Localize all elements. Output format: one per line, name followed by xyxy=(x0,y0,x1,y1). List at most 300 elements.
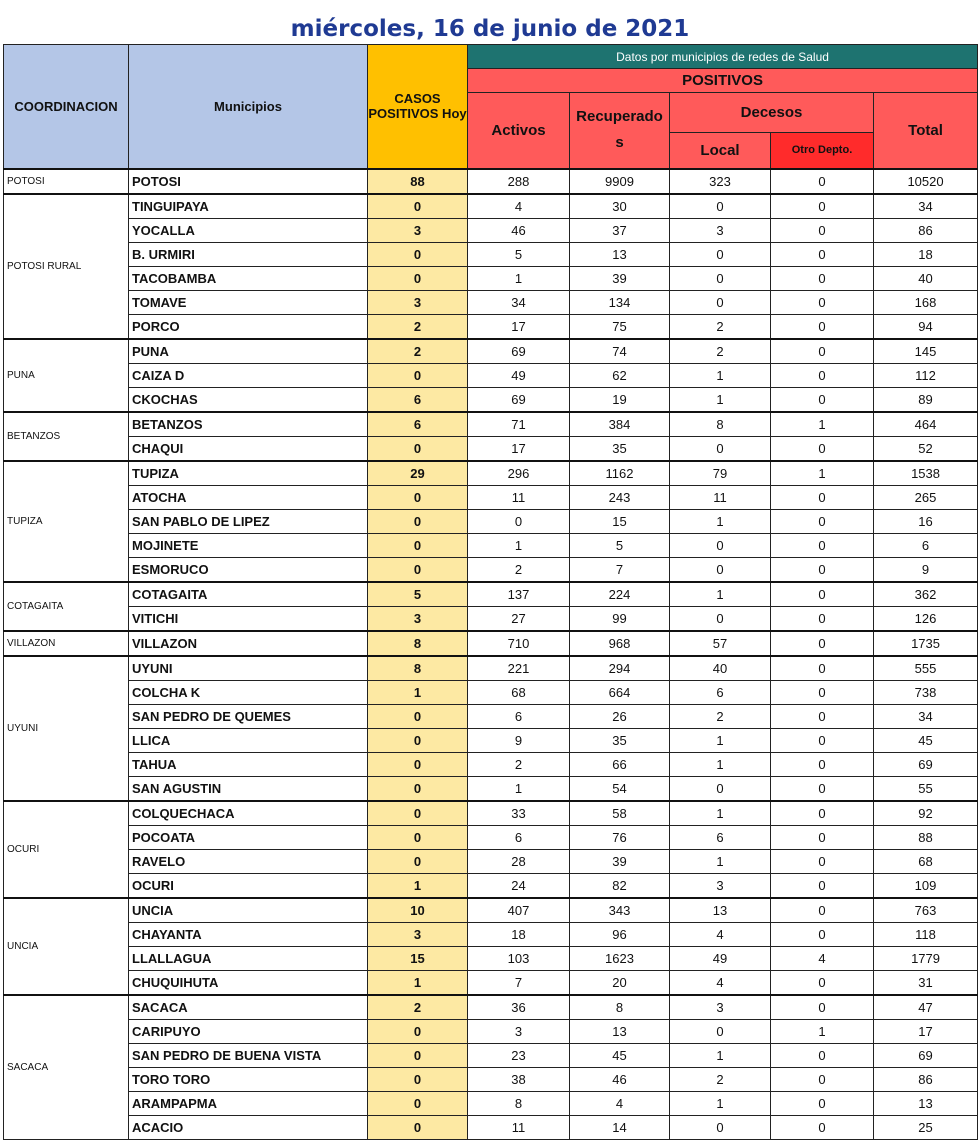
recuperados-cell: 66 xyxy=(570,752,670,776)
total-cell: 88 xyxy=(874,825,978,849)
total-cell: 555 xyxy=(874,656,978,681)
municipio-cell: RAVELO xyxy=(129,849,368,873)
decesos-otro-cell: 0 xyxy=(771,314,874,339)
table-row xyxy=(4,849,978,873)
recuperados-cell: 96 xyxy=(570,922,670,946)
header-otro-depto: Otro Depto. xyxy=(771,133,874,169)
activos-cell: 0 xyxy=(468,509,570,533)
recuperados-cell: 37 xyxy=(570,218,670,242)
decesos-otro-cell: 0 xyxy=(771,290,874,314)
recuperados-cell: 13 xyxy=(570,242,670,266)
total-cell: 118 xyxy=(874,922,978,946)
decesos-otro-cell: 0 xyxy=(771,704,874,728)
decesos-otro-cell: 0 xyxy=(771,1115,874,1139)
municipio-cell: COTAGAITA xyxy=(129,582,368,607)
casos-hoy-cell: 8 xyxy=(368,631,468,656)
header-local: Local xyxy=(670,133,771,169)
recuperados-cell: 968 xyxy=(570,631,670,656)
recuperados-cell: 243 xyxy=(570,485,670,509)
casos-hoy-cell: 0 xyxy=(368,509,468,533)
recuperados-cell: 39 xyxy=(570,266,670,290)
casos-hoy-cell: 0 xyxy=(368,1091,468,1115)
decesos-otro-cell: 4 xyxy=(771,946,874,970)
decesos-otro-cell: 0 xyxy=(771,776,874,801)
recuperados-cell: 15 xyxy=(570,509,670,533)
coordinacion-cell: OCURI xyxy=(4,801,129,898)
header-casos-positivos-hoy: CASOS POSITIVOS Hoy xyxy=(368,45,468,169)
casos-hoy-cell: 0 xyxy=(368,752,468,776)
activos-cell: 2 xyxy=(468,557,570,582)
decesos-local-cell: 1 xyxy=(670,849,771,873)
decesos-otro-cell: 0 xyxy=(771,242,874,266)
recuperados-cell: 54 xyxy=(570,776,670,801)
decesos-otro-cell: 0 xyxy=(771,849,874,873)
activos-cell: 296 xyxy=(468,461,570,486)
casos-hoy-cell: 6 xyxy=(368,412,468,437)
header-activos: Activos xyxy=(468,93,570,169)
table-row xyxy=(4,1067,978,1091)
table-row xyxy=(4,970,978,995)
table-row xyxy=(4,995,978,1020)
total-cell: 265 xyxy=(874,485,978,509)
total-cell: 45 xyxy=(874,728,978,752)
activos-cell: 2 xyxy=(468,752,570,776)
recuperados-cell: 13 xyxy=(570,1019,670,1043)
recuperados-cell: 62 xyxy=(570,363,670,387)
casos-hoy-cell: 3 xyxy=(368,218,468,242)
casos-hoy-cell: 0 xyxy=(368,1115,468,1139)
activos-cell: 1 xyxy=(468,266,570,290)
table-row xyxy=(4,290,978,314)
municipio-cell: ESMORUCO xyxy=(129,557,368,582)
activos-cell: 49 xyxy=(468,363,570,387)
coordinacion-cell: VILLAZON xyxy=(4,631,129,656)
decesos-otro-cell: 0 xyxy=(771,752,874,776)
municipio-cell: TINGUIPAYA xyxy=(129,194,368,219)
casos-hoy-cell: 0 xyxy=(368,436,468,461)
casos-hoy-cell: 88 xyxy=(368,169,468,194)
recuperados-cell: 76 xyxy=(570,825,670,849)
casos-hoy-cell: 0 xyxy=(368,194,468,219)
recuperados-cell: 35 xyxy=(570,728,670,752)
municipio-cell: TOMAVE xyxy=(129,290,368,314)
recuperados-cell: 74 xyxy=(570,339,670,364)
activos-cell: 23 xyxy=(468,1043,570,1067)
recuperados-cell: 5 xyxy=(570,533,670,557)
decesos-otro-cell: 0 xyxy=(771,680,874,704)
decesos-otro-cell: 0 xyxy=(771,873,874,898)
decesos-local-cell: 1 xyxy=(670,1043,771,1067)
header-decesos: Decesos xyxy=(670,93,874,133)
decesos-local-cell: 49 xyxy=(670,946,771,970)
activos-cell: 407 xyxy=(468,898,570,923)
coordinacion-cell: UYUNI xyxy=(4,656,129,801)
decesos-local-cell: 0 xyxy=(670,290,771,314)
casos-hoy-cell: 0 xyxy=(368,849,468,873)
table-row xyxy=(4,485,978,509)
header-recuperados: Recuperado s xyxy=(570,93,670,169)
decesos-local-cell: 0 xyxy=(670,194,771,219)
total-cell: 34 xyxy=(874,194,978,219)
total-cell: 92 xyxy=(874,801,978,826)
casos-hoy-cell: 0 xyxy=(368,801,468,826)
total-cell: 16 xyxy=(874,509,978,533)
municipio-cell: POCOATA xyxy=(129,825,368,849)
activos-cell: 9 xyxy=(468,728,570,752)
recuperados-cell: 664 xyxy=(570,680,670,704)
decesos-otro-cell: 0 xyxy=(771,1067,874,1091)
casos-hoy-cell: 29 xyxy=(368,461,468,486)
municipio-cell: COLCHA K xyxy=(129,680,368,704)
total-cell: 86 xyxy=(874,1067,978,1091)
table-row xyxy=(4,461,978,486)
recuperados-cell: 1162 xyxy=(570,461,670,486)
activos-cell: 137 xyxy=(468,582,570,607)
decesos-local-cell: 79 xyxy=(670,461,771,486)
municipio-cell: TACOBAMBA xyxy=(129,266,368,290)
table-body xyxy=(4,169,978,1140)
total-cell: 464 xyxy=(874,412,978,437)
total-cell: 94 xyxy=(874,314,978,339)
header-coordinacion: COORDINACION xyxy=(4,45,129,169)
table-row xyxy=(4,898,978,923)
activos-cell: 33 xyxy=(468,801,570,826)
municipio-cell: SAN PEDRO DE QUEMES xyxy=(129,704,368,728)
municipio-cell: ACACIO xyxy=(129,1115,368,1139)
decesos-otro-cell: 0 xyxy=(771,485,874,509)
decesos-otro-cell: 0 xyxy=(771,509,874,533)
total-cell: 89 xyxy=(874,387,978,412)
table-row xyxy=(4,801,978,826)
casos-hoy-cell: 0 xyxy=(368,1043,468,1067)
decesos-otro-cell: 0 xyxy=(771,728,874,752)
decesos-local-cell: 6 xyxy=(670,825,771,849)
activos-cell: 221 xyxy=(468,656,570,681)
decesos-local-cell: 323 xyxy=(670,169,771,194)
recuperados-cell: 39 xyxy=(570,849,670,873)
decesos-local-cell: 6 xyxy=(670,680,771,704)
activos-cell: 27 xyxy=(468,606,570,631)
activos-cell: 710 xyxy=(468,631,570,656)
header-datos-por-municipios: Datos por municipios de redes de Salud xyxy=(468,45,978,69)
total-cell: 13 xyxy=(874,1091,978,1115)
table-row xyxy=(4,363,978,387)
recuperados-cell: 46 xyxy=(570,1067,670,1091)
recuperados-cell: 45 xyxy=(570,1043,670,1067)
coordinacion-cell: BETANZOS xyxy=(4,412,129,461)
coordinacion-cell: POTOSI xyxy=(4,169,129,194)
total-cell: 763 xyxy=(874,898,978,923)
table-row xyxy=(4,1115,978,1139)
activos-cell: 288 xyxy=(468,169,570,194)
table-row xyxy=(4,436,978,461)
decesos-otro-cell: 0 xyxy=(771,801,874,826)
decesos-local-cell: 1 xyxy=(670,752,771,776)
decesos-local-cell: 3 xyxy=(670,995,771,1020)
decesos-local-cell: 0 xyxy=(670,606,771,631)
decesos-otro-cell: 0 xyxy=(771,825,874,849)
decesos-otro-cell: 0 xyxy=(771,606,874,631)
activos-cell: 7 xyxy=(468,970,570,995)
coordinacion-cell: POTOSI RURAL xyxy=(4,194,129,339)
total-cell: 34 xyxy=(874,704,978,728)
decesos-local-cell: 40 xyxy=(670,656,771,681)
total-cell: 145 xyxy=(874,339,978,364)
municipio-cell: LLICA xyxy=(129,728,368,752)
decesos-local-cell: 1 xyxy=(670,801,771,826)
coordinacion-cell: UNCIA xyxy=(4,898,129,995)
municipio-cell: CHUQUIHUTA xyxy=(129,970,368,995)
decesos-otro-cell: 0 xyxy=(771,1091,874,1115)
decesos-local-cell: 0 xyxy=(670,1115,771,1139)
table-row xyxy=(4,169,978,194)
recuperados-cell: 343 xyxy=(570,898,670,923)
recuperados-cell: 7 xyxy=(570,557,670,582)
municipio-cell: TUPIZA xyxy=(129,461,368,486)
total-cell: 126 xyxy=(874,606,978,631)
decesos-otro-cell: 0 xyxy=(771,995,874,1020)
total-cell: 17 xyxy=(874,1019,978,1043)
casos-hoy-cell: 0 xyxy=(368,1019,468,1043)
decesos-otro-cell: 0 xyxy=(771,194,874,219)
decesos-local-cell: 2 xyxy=(670,339,771,364)
casos-hoy-cell: 1 xyxy=(368,970,468,995)
casos-hoy-cell: 3 xyxy=(368,922,468,946)
activos-cell: 1 xyxy=(468,776,570,801)
municipio-cell: PUNA xyxy=(129,339,368,364)
table-row xyxy=(4,825,978,849)
casos-hoy-cell: 0 xyxy=(368,533,468,557)
table-row xyxy=(4,656,978,681)
table-row xyxy=(4,339,978,364)
decesos-otro-cell: 0 xyxy=(771,533,874,557)
decesos-local-cell: 2 xyxy=(670,314,771,339)
recuperados-cell: 224 xyxy=(570,582,670,607)
decesos-local-cell: 3 xyxy=(670,218,771,242)
municipio-cell: UYUNI xyxy=(129,656,368,681)
casos-hoy-cell: 2 xyxy=(368,995,468,1020)
table-row xyxy=(4,752,978,776)
casos-hoy-cell: 3 xyxy=(368,290,468,314)
decesos-local-cell: 4 xyxy=(670,922,771,946)
table-row xyxy=(4,533,978,557)
table-row xyxy=(4,218,978,242)
decesos-local-cell: 1 xyxy=(670,582,771,607)
casos-hoy-cell: 0 xyxy=(368,825,468,849)
casos-hoy-cell: 2 xyxy=(368,339,468,364)
municipio-cell: CHAQUI xyxy=(129,436,368,461)
decesos-local-cell: 57 xyxy=(670,631,771,656)
activos-cell: 69 xyxy=(468,387,570,412)
municipio-cell: VITICHI xyxy=(129,606,368,631)
casos-hoy-cell: 1 xyxy=(368,873,468,898)
table-row xyxy=(4,728,978,752)
activos-cell: 24 xyxy=(468,873,570,898)
activos-cell: 4 xyxy=(468,194,570,219)
decesos-local-cell: 4 xyxy=(670,970,771,995)
municipio-cell: CHAYANTA xyxy=(129,922,368,946)
decesos-local-cell: 11 xyxy=(670,485,771,509)
header-positivos: POSITIVOS xyxy=(468,69,978,93)
coordinacion-cell: TUPIZA xyxy=(4,461,129,582)
total-cell: 112 xyxy=(874,363,978,387)
total-cell: 10520 xyxy=(874,169,978,194)
covid-cases-table xyxy=(3,44,978,1140)
total-cell: 362 xyxy=(874,582,978,607)
total-cell: 52 xyxy=(874,436,978,461)
total-cell: 69 xyxy=(874,1043,978,1067)
total-cell: 6 xyxy=(874,533,978,557)
decesos-otro-cell: 0 xyxy=(771,266,874,290)
municipio-cell: MOJINETE xyxy=(129,533,368,557)
table-row xyxy=(4,412,978,437)
decesos-otro-cell: 1 xyxy=(771,461,874,486)
recuperados-cell: 19 xyxy=(570,387,670,412)
municipio-cell: TORO TORO xyxy=(129,1067,368,1091)
recuperados-cell: 9909 xyxy=(570,169,670,194)
decesos-otro-cell: 0 xyxy=(771,970,874,995)
casos-hoy-cell: 10 xyxy=(368,898,468,923)
municipio-cell: B. URMIRI xyxy=(129,242,368,266)
recuperados-cell: 4 xyxy=(570,1091,670,1115)
decesos-otro-cell: 0 xyxy=(771,218,874,242)
decesos-local-cell: 0 xyxy=(670,533,771,557)
table-row xyxy=(4,1019,978,1043)
decesos-local-cell: 8 xyxy=(670,412,771,437)
table-header xyxy=(4,45,978,169)
decesos-local-cell: 1 xyxy=(670,728,771,752)
activos-cell: 17 xyxy=(468,436,570,461)
total-cell: 40 xyxy=(874,266,978,290)
casos-hoy-cell: 6 xyxy=(368,387,468,412)
casos-hoy-cell: 0 xyxy=(368,1067,468,1091)
recuperados-cell: 8 xyxy=(570,995,670,1020)
decesos-local-cell: 1 xyxy=(670,387,771,412)
casos-hoy-cell: 0 xyxy=(368,704,468,728)
municipio-cell: CKOCHAS xyxy=(129,387,368,412)
activos-cell: 103 xyxy=(468,946,570,970)
total-cell: 109 xyxy=(874,873,978,898)
table-row xyxy=(4,873,978,898)
municipio-cell: SACACA xyxy=(129,995,368,1020)
decesos-otro-cell: 0 xyxy=(771,656,874,681)
header-total: Total xyxy=(874,93,978,169)
recuperados-cell: 384 xyxy=(570,412,670,437)
decesos-local-cell: 0 xyxy=(670,776,771,801)
report-date-title: miércoles, 16 de junio de 2021 xyxy=(290,16,690,42)
total-cell: 68 xyxy=(874,849,978,873)
coordinacion-cell: SACACA xyxy=(4,995,129,1140)
recuperados-cell: 294 xyxy=(570,656,670,681)
table-row xyxy=(4,1043,978,1067)
decesos-otro-cell: 0 xyxy=(771,436,874,461)
total-cell: 25 xyxy=(874,1115,978,1139)
recuperados-cell: 30 xyxy=(570,194,670,219)
recuperados-cell: 26 xyxy=(570,704,670,728)
table-row xyxy=(4,582,978,607)
table-row xyxy=(4,387,978,412)
activos-cell: 6 xyxy=(468,704,570,728)
activos-cell: 3 xyxy=(468,1019,570,1043)
table-row xyxy=(4,242,978,266)
decesos-otro-cell: 0 xyxy=(771,582,874,607)
casos-hoy-cell: 5 xyxy=(368,582,468,607)
coordinacion-cell: COTAGAITA xyxy=(4,582,129,631)
table-row xyxy=(4,704,978,728)
total-cell: 168 xyxy=(874,290,978,314)
total-cell: 9 xyxy=(874,557,978,582)
activos-cell: 71 xyxy=(468,412,570,437)
municipio-cell: ATOCHA xyxy=(129,485,368,509)
municipio-cell: UNCIA xyxy=(129,898,368,923)
decesos-otro-cell: 0 xyxy=(771,631,874,656)
municipio-cell: TAHUA xyxy=(129,752,368,776)
table-row xyxy=(4,606,978,631)
activos-cell: 68 xyxy=(468,680,570,704)
decesos-otro-cell: 0 xyxy=(771,339,874,364)
total-cell: 1538 xyxy=(874,461,978,486)
municipio-cell: YOCALLA xyxy=(129,218,368,242)
decesos-otro-cell: 0 xyxy=(771,557,874,582)
decesos-otro-cell: 0 xyxy=(771,169,874,194)
municipio-cell: SAN PABLO DE LIPEZ xyxy=(129,509,368,533)
table-row xyxy=(4,314,978,339)
recuperados-cell: 134 xyxy=(570,290,670,314)
decesos-otro-cell: 0 xyxy=(771,1043,874,1067)
decesos-otro-cell: 0 xyxy=(771,363,874,387)
municipio-cell: LLALLAGUA xyxy=(129,946,368,970)
activos-cell: 28 xyxy=(468,849,570,873)
casos-hoy-cell: 2 xyxy=(368,314,468,339)
decesos-otro-cell: 1 xyxy=(771,412,874,437)
total-cell: 86 xyxy=(874,218,978,242)
header-municipios: Municipios xyxy=(129,45,368,169)
recuperados-cell: 58 xyxy=(570,801,670,826)
decesos-local-cell: 1 xyxy=(670,1091,771,1115)
total-cell: 55 xyxy=(874,776,978,801)
activos-cell: 6 xyxy=(468,825,570,849)
activos-cell: 36 xyxy=(468,995,570,1020)
casos-hoy-cell: 0 xyxy=(368,242,468,266)
total-cell: 1735 xyxy=(874,631,978,656)
municipio-cell: OCURI xyxy=(129,873,368,898)
casos-hoy-cell: 0 xyxy=(368,485,468,509)
decesos-local-cell: 2 xyxy=(670,704,771,728)
casos-hoy-cell: 0 xyxy=(368,557,468,582)
municipio-cell: POTOSI xyxy=(129,169,368,194)
activos-cell: 46 xyxy=(468,218,570,242)
activos-cell: 1 xyxy=(468,533,570,557)
municipio-cell: SAN AGUSTIN xyxy=(129,776,368,801)
decesos-local-cell: 0 xyxy=(670,436,771,461)
table-row xyxy=(4,631,978,656)
coordinacion-cell: PUNA xyxy=(4,339,129,412)
total-cell: 1779 xyxy=(874,946,978,970)
municipio-cell: COLQUECHACA xyxy=(129,801,368,826)
activos-cell: 69 xyxy=(468,339,570,364)
decesos-local-cell: 0 xyxy=(670,1019,771,1043)
casos-hoy-cell: 1 xyxy=(368,680,468,704)
decesos-local-cell: 3 xyxy=(670,873,771,898)
decesos-local-cell: 13 xyxy=(670,898,771,923)
recuperados-cell: 1623 xyxy=(570,946,670,970)
municipio-cell: ARAMPAPMA xyxy=(129,1091,368,1115)
table-row xyxy=(4,194,978,219)
decesos-otro-cell: 0 xyxy=(771,922,874,946)
casos-hoy-cell: 15 xyxy=(368,946,468,970)
decesos-local-cell: 2 xyxy=(670,1067,771,1091)
decesos-otro-cell: 1 xyxy=(771,1019,874,1043)
